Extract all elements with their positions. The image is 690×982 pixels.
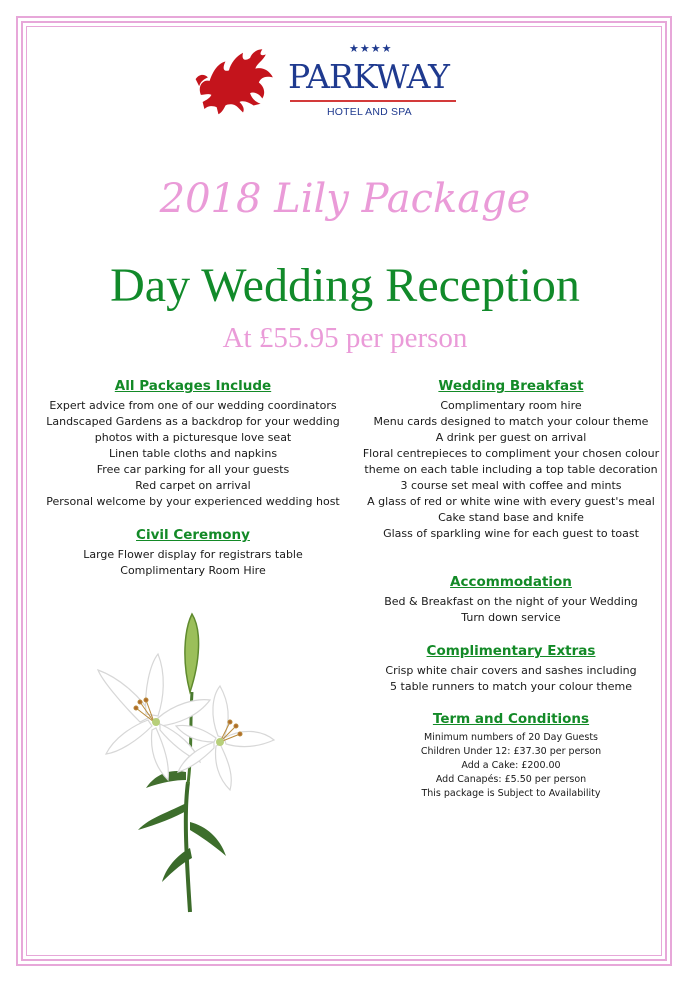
list-item: Glass of sparkling wine for each guest to toast (383, 527, 639, 540)
list-item: 3 course set meal with coffee and mints (400, 479, 622, 492)
civil-ceremony-section (38, 527, 348, 579)
section-heading: Complimentary Extras (426, 643, 596, 659)
rating-stars: ★★★★ (349, 42, 393, 55)
terms-section (358, 711, 664, 801)
list-item: Complimentary room hire (440, 399, 582, 412)
page-title: Day Wedding Reception (110, 259, 580, 312)
list-item: Complimentary Room Hire (120, 564, 266, 577)
lily-flower-icon (80, 612, 280, 917)
list-item: This package is Subject to Availability (421, 788, 601, 799)
section-heading: All Packages Include (114, 378, 272, 394)
list-item: Crisp white chair covers and sashes including (385, 664, 637, 677)
section-heading: Accommodation (450, 574, 572, 590)
list-item: Children Under 12: £37.30 per person (420, 746, 602, 757)
list-item: photos with a picturesque love seat (94, 431, 292, 444)
brand-divider (290, 100, 456, 102)
section-heading: Wedding Breakfast (438, 378, 584, 394)
list-item: Linen table cloths and napkins (108, 447, 278, 460)
list-item: 5 table runners to match your colour theme (390, 680, 632, 693)
dragon-logo-icon (186, 44, 286, 116)
list-item: Large Flower display for registrars table (83, 548, 303, 561)
price-line: At £55.95 per person (222, 322, 468, 354)
section-heading: Term and Conditions (432, 711, 590, 727)
wedding-breakfast-section (358, 378, 664, 542)
list-item: Expert advice from one of our wedding coordinators (49, 399, 337, 412)
all-packages-section (38, 378, 348, 510)
package-title: 2018 Lily Package (159, 176, 531, 222)
list-item: Add a Cake: £200.00 (461, 760, 561, 771)
list-item: Free car parking for all your guests (96, 463, 290, 476)
list-item: Landscaped Gardens as a backdrop for your wedding (46, 415, 340, 428)
brand-subtitle: HOTEL AND SPA (327, 106, 412, 118)
list-item: Menu cards designed to match your colour theme (373, 415, 649, 428)
accommodation-section (358, 574, 664, 626)
list-item: Floral centrepieces to compliment your chosen colour (362, 447, 660, 460)
list-item: Turn down service (461, 611, 561, 624)
brand-name: PARKWAY (288, 57, 449, 96)
list-item: Cake stand base and knife (438, 511, 584, 524)
list-item: A drink per guest on arrival (435, 431, 587, 444)
list-item: theme on each table including a top table decoration (364, 463, 658, 476)
list-item: Minimum numbers of 20 Day Guests (423, 732, 598, 743)
list-item: A glass of red or white wine with every guest's meal (367, 495, 655, 508)
list-item: Bed & Breakfast on the night of your Wedding (384, 595, 638, 608)
list-item: Personal welcome by your experienced wedding host (46, 495, 340, 508)
complimentary-extras-section (358, 643, 664, 695)
list-item: Add Canapés: £5.50 per person (435, 774, 587, 785)
list-item: Red carpet on arrival (135, 479, 251, 492)
section-heading: Civil Ceremony (136, 527, 250, 543)
